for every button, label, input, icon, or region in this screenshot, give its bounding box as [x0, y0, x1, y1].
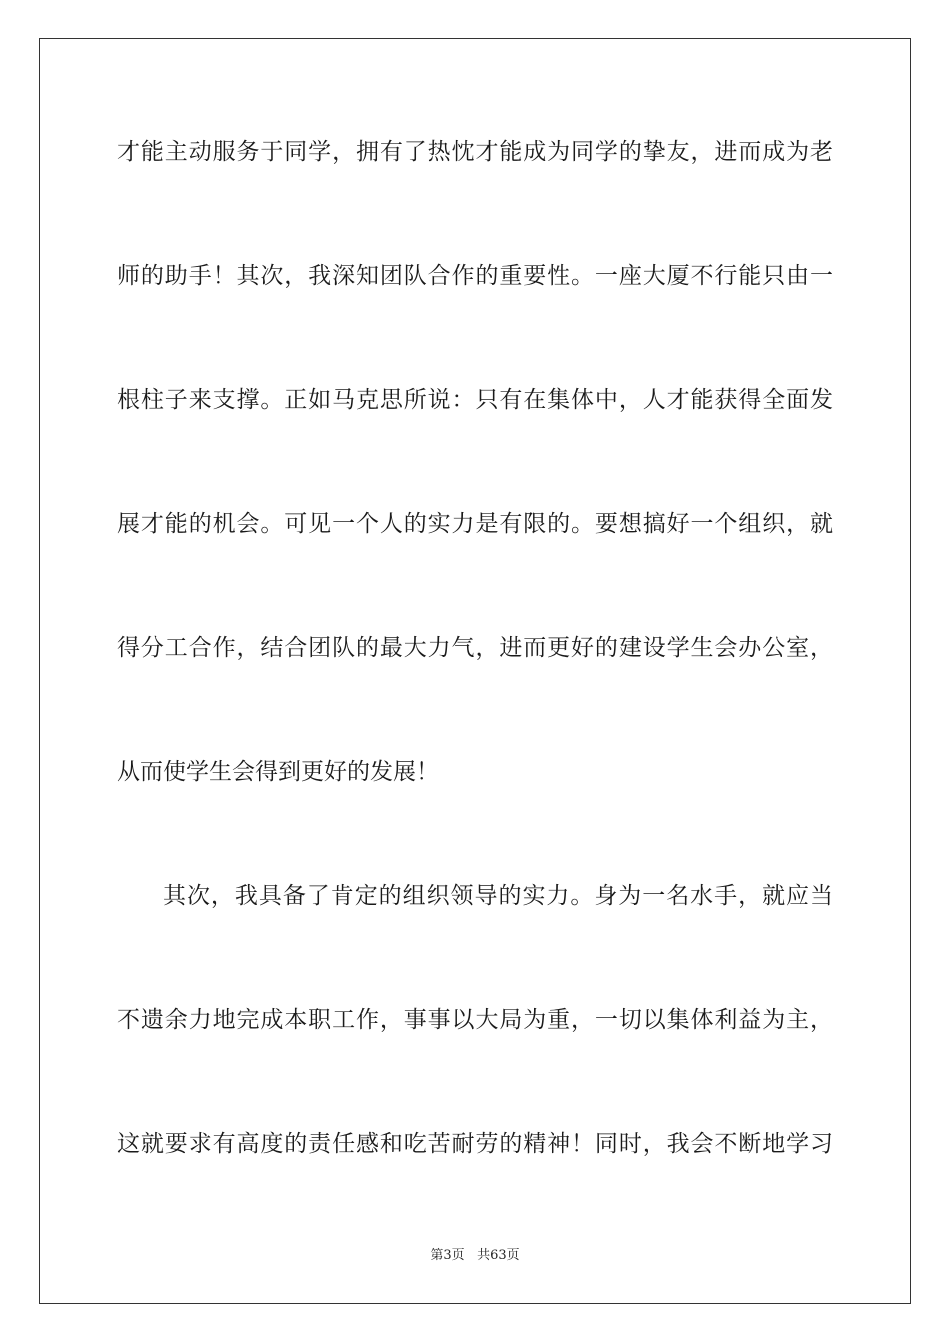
body-text-line-9: 这就要求有高度的责任感和吃苦耐劳的精神！同时，我会不断地学习 — [117, 1131, 833, 1157]
body-text-line-5: 得分工合作，结合团队的最大力气，进而更好的建设学生会办公室， — [117, 635, 833, 661]
body-text-line-4: 展才能的机会。可见一个人的实力是有限的。要想搞好一个组织，就 — [117, 511, 833, 537]
body-text-line-6: 从而使学生会得到更好的发展！ — [117, 759, 439, 785]
body-text-line-8: 不遗余力地完成本职工作，事事以大局为重，一切以集体利益为主， — [117, 1007, 833, 1033]
body-text-line-7: 其次，我具备了肯定的组织领导的实力。身为一名水手，就应当 — [163, 883, 833, 909]
page-number: 第3页 — [430, 1248, 465, 1263]
body-text-line-3: 根柱子来支撑。正如马克思所说：只有在集体中，人才能获得全面发 — [117, 387, 833, 413]
body-text-line-1: 才能主动服务于同学，拥有了热忱才能成为同学的挚友，进而成为老 — [117, 139, 833, 165]
body-text-line-2: 师的助手！其次，我深知团队合作的重要性。一座大厦不行能只由一 — [117, 263, 833, 289]
page-footer — [0, 1248, 950, 1264]
page-border — [39, 38, 911, 1304]
page-total: 共63页 — [477, 1248, 520, 1263]
